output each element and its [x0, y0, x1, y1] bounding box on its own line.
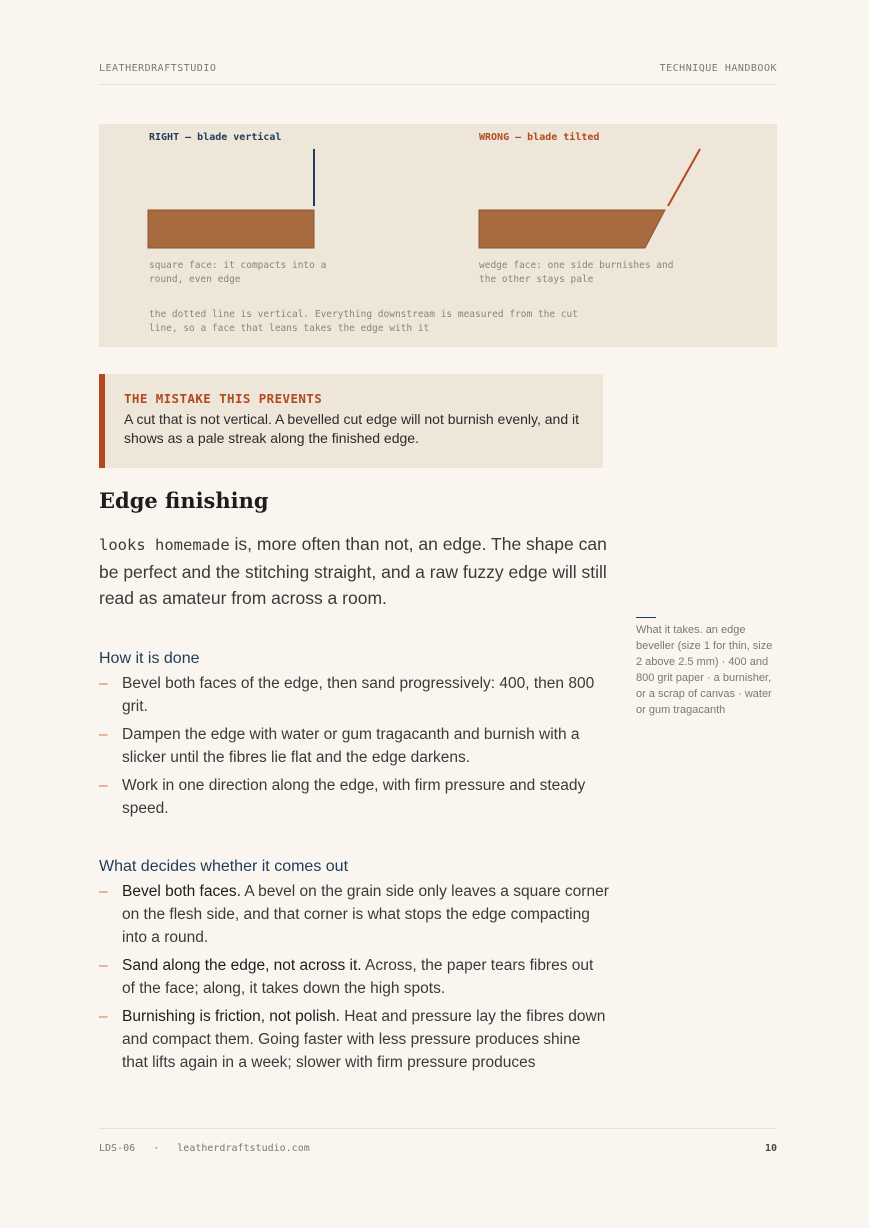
lead-text: is, more often than not, an edge. The shape can be perfect and the stitching straight, and a raw fuzzy edge will still read as amateur from across a room. [99, 534, 607, 608]
callout-title: THE MISTAKE THIS PREVENTS [124, 391, 323, 406]
footer-left [99, 1143, 310, 1154]
blade-angle-figure [99, 124, 777, 347]
dash-icon: – [99, 957, 108, 974]
mistake-callout [99, 374, 603, 468]
dash-icon: – [99, 1008, 108, 1025]
section-title: Edge finishing [99, 488, 269, 513]
page-number: 10 [764, 1143, 777, 1154]
lead-mono: looks homemade [99, 536, 230, 554]
how-list [99, 672, 609, 825]
dash-icon: – [99, 726, 108, 743]
callout-body: A cut that is not vertical. A bevelled cut edge will not burnish evenly, and it shows as a pale streak along the finished edge. [124, 411, 580, 446]
sidenote-rule [636, 617, 656, 618]
list-item: – Burnishing is friction, not polish. Heat and pressure lay the fibres down and compact them. Going faster with less pressure produces shine that lifts again in a week; slower with firm pressure produces [99, 1005, 609, 1074]
sidenote-text: What it takes. an edge beveller (size 1 for thin, size 2 above 2.5 mm) · 400 and 800 grit paper · a burnisher, or a scrap of canvas · water or gum tragacanth [636, 624, 773, 716]
right-label: RIGHT — blade vertical [149, 132, 282, 143]
right-leather-block [148, 210, 314, 248]
list-item: – Dampen the edge with water or gum tragacanth and burnish with a slicker until the fibres lie flat and the edge darkens. [99, 723, 609, 769]
wrong-blade-line [668, 149, 700, 206]
page-footer [99, 1128, 777, 1154]
footer-site-link[interactable]: leatherdraftstudio.com [177, 1143, 310, 1154]
list-item: – Bevel both faces of the edge, then sand progressively: 400, then 800 grit. [99, 672, 609, 718]
wrong-label: WRONG — blade tilted [479, 132, 600, 143]
header-brand: LEATHERDRAFTSTUDIO [99, 63, 217, 74]
list-item: – Work in one direction along the edge, with firm pressure and steady speed. [99, 774, 609, 820]
footer-separator: · [153, 1143, 160, 1154]
dash-icon: – [99, 675, 108, 692]
dash-icon: – [99, 777, 108, 794]
how-heading: How it is done [99, 650, 200, 667]
decides-list [99, 880, 609, 1079]
list-item: – Sand along the edge, not across it. Across, the paper tears fibres out of the face; along, it takes down the high spots. [99, 954, 609, 1000]
wrong-caption: wedge face: one side burnishes and the other stays pale [479, 260, 674, 285]
sidenote [636, 617, 778, 718]
page-header [99, 63, 777, 85]
footer-code: LDS-06 [99, 1143, 136, 1154]
dash-icon: – [99, 883, 108, 900]
figure-note: the dotted line is vertical. Everything downstream is measured from the cut line, so a face that leans takes the edge with it [149, 309, 578, 334]
decides-heading: What decides whether it comes out [99, 858, 349, 875]
list-item: – Bevel both faces. A bevel on the grain side only leaves a square corner on the flesh side, and that corner is what stops the edge compacting into a round. [99, 880, 609, 949]
header-section: TECHNIQUE HANDBOOK [659, 63, 777, 74]
section-lead [99, 531, 609, 612]
right-caption: square face: it compacts into a round, even edge [149, 260, 327, 285]
wrong-leather-block [479, 210, 665, 248]
